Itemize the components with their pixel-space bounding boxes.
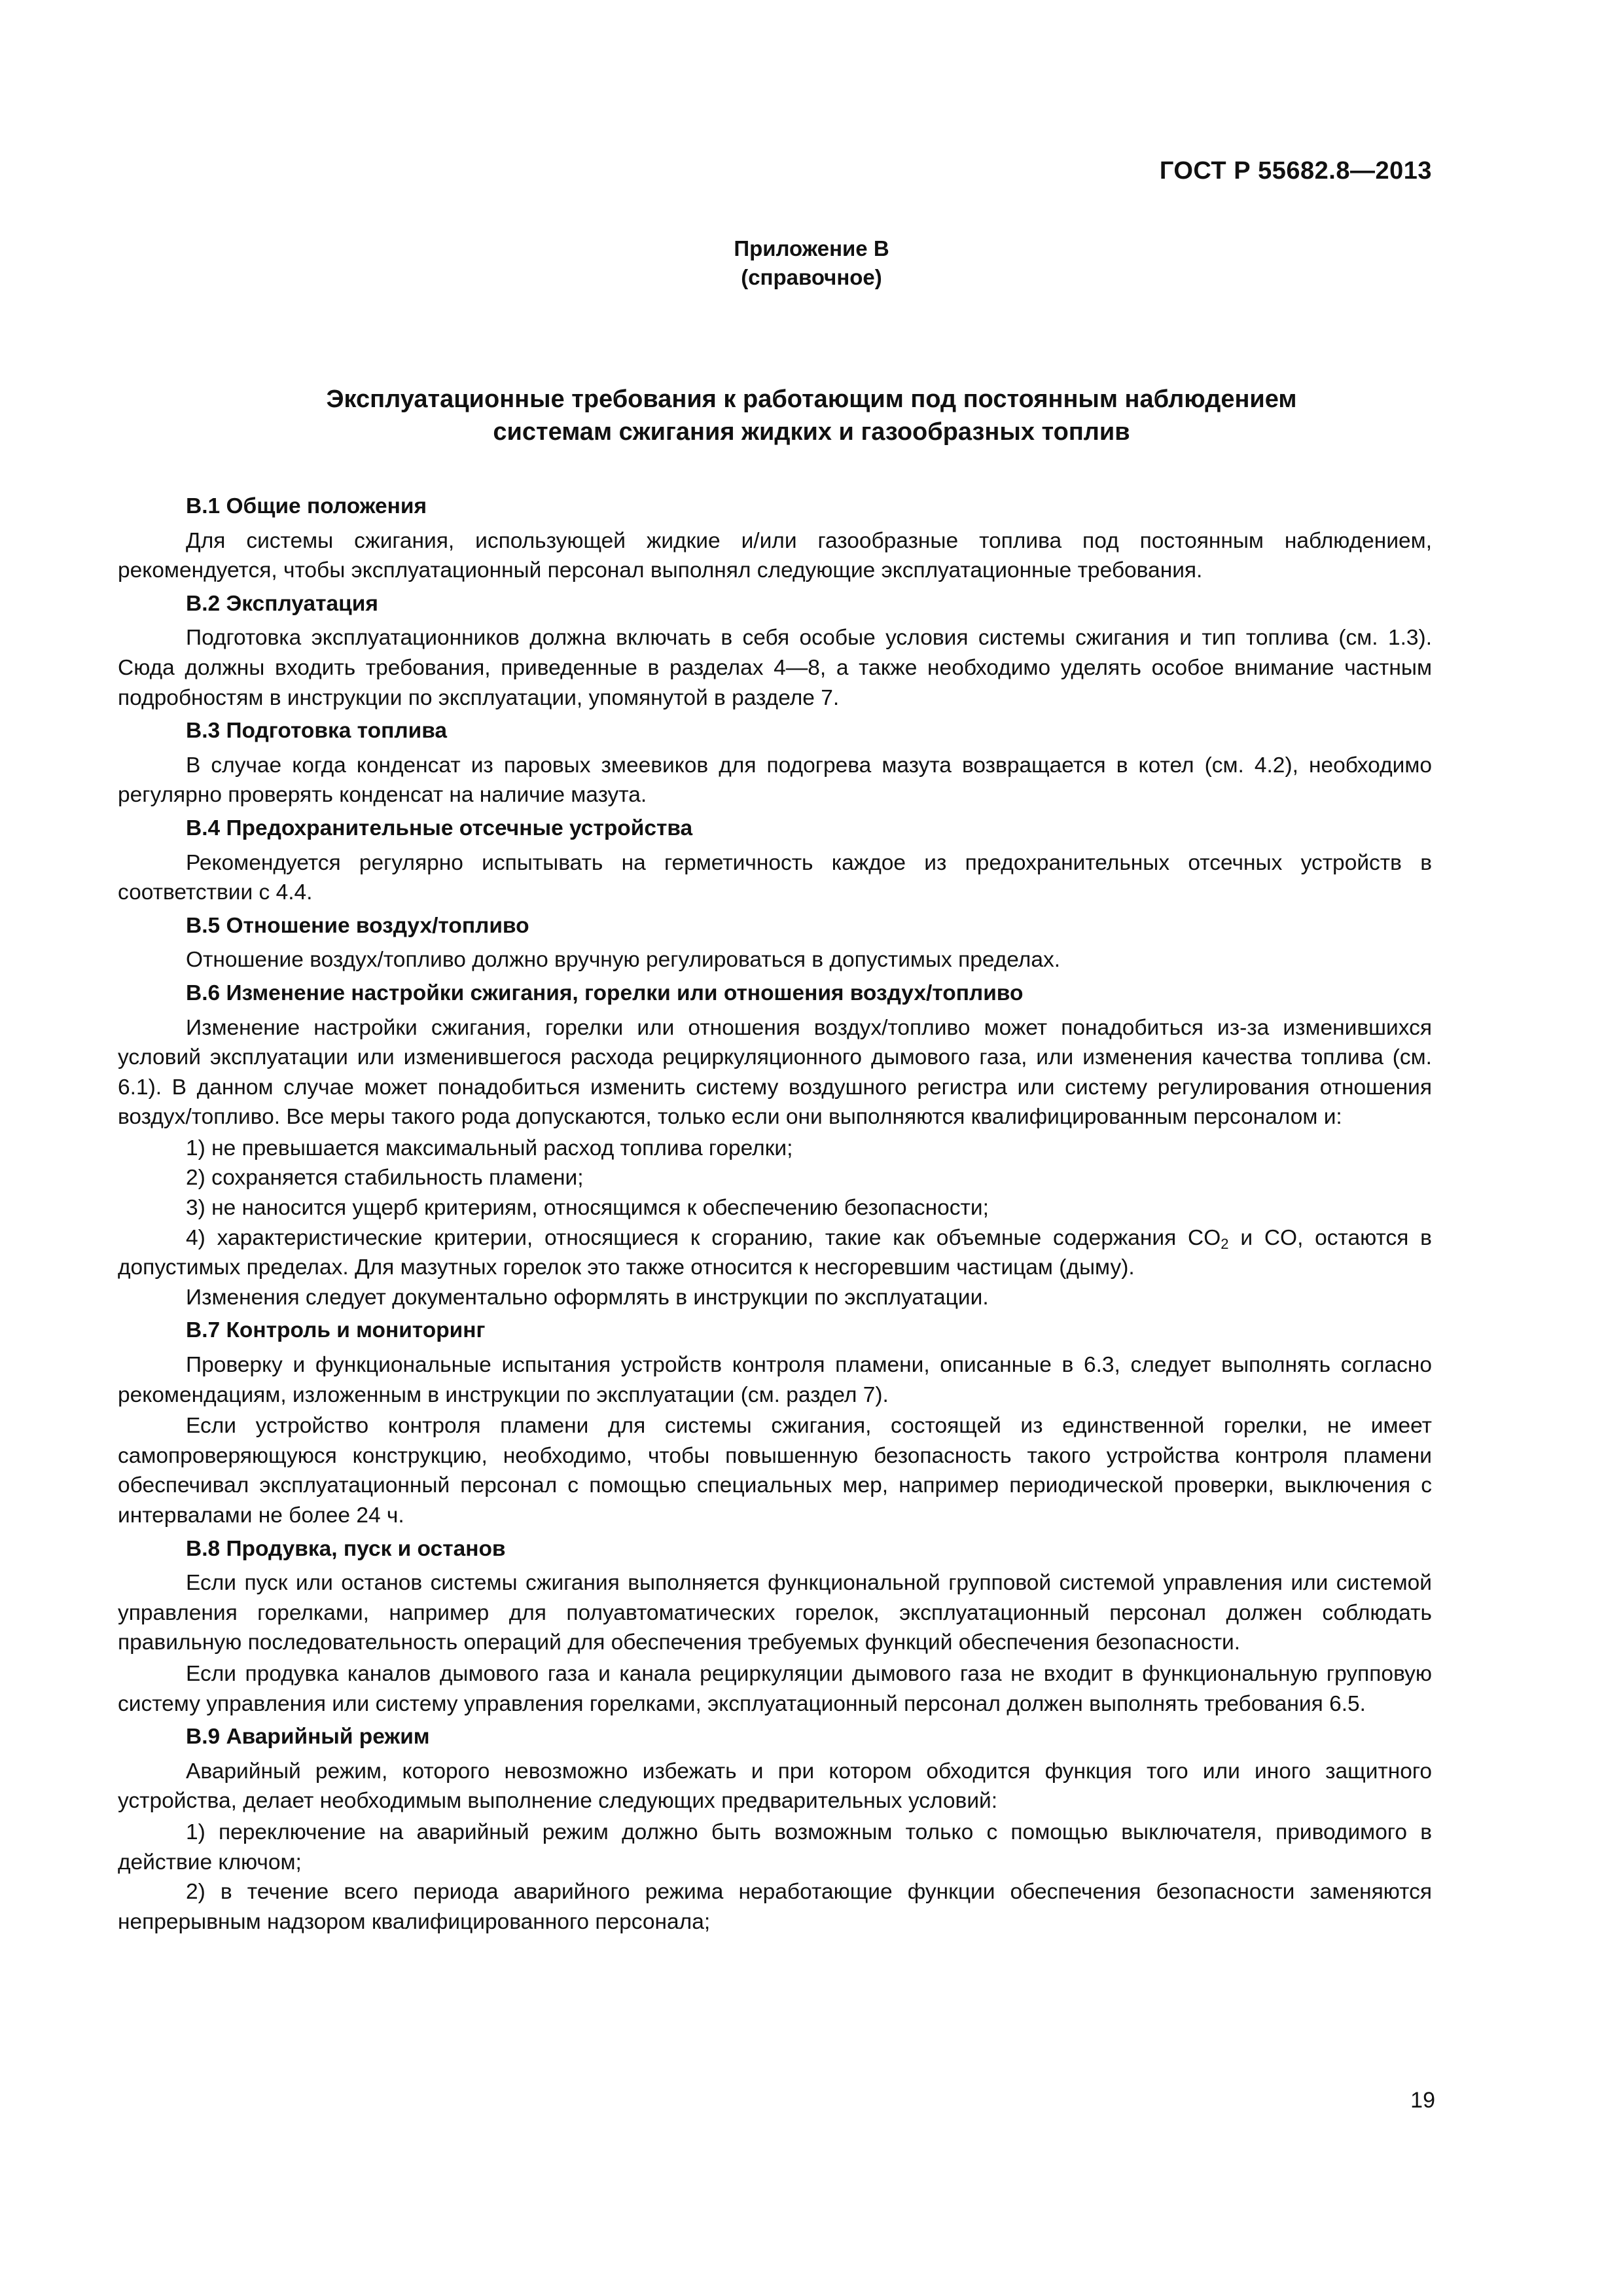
section-heading-b2: В.2 Эксплуатация [186,591,378,616]
title-line-2: системам сжигания жидких и газообразных топлив [493,418,1130,446]
list-item [118,1223,1432,1283]
document-title [0,383,1623,448]
page-number: 19 [1410,2088,1435,2113]
paragraph: Для системы сжигания, использующей жидкие и/или газообразные топлива под постоянным наблюдением, рекомендуется, чтобы эксплуатационный персонал выполнял следующие эксплуатационные требования. [118,528,1432,583]
section-heading-b4: В.4 Предохранительные отсечные устройства [186,816,693,840]
list-item: 1) переключение на аварийный режим должно быть возможным только с помощью выключателя, приводимого в действие ключом; [118,1820,1432,1874]
paragraph: Проверку и функциональные испытания устройств контроля пламени, описанные в 6.3, следует выполнять согласно рекомендациям, изложенным в инструкции по эксплуатации (см. раздел 7). [118,1353,1432,1407]
paragraph: Если пуск или останов системы сжигания выполняется функциональной групповой системой управления или системой управления горелками, например для полуавтоматических горелок, эксплуатационный персонал должен соблюдать правильную последовательность операций для обеспечения требуемых функций обеспечения безопасности. [118,1571,1432,1655]
list-item: 2) в течение всего периода аварийного режима неработающие функции обеспечения безопасности заменяются непрерывным надзором квалифицированного персонала; [118,1880,1432,1934]
list-item: 2) сохраняется стабильность пламени; [186,1166,584,1191]
paragraph: Если устройство контроля пламени для системы сжигания, состоящей из единственной горелки, не имеет самопроверяющуюся конструкцию, необходимо, чтобы повышенную безопасность такого устройства контроля пламени обеспечивал эксплуатационный персонал с помощью специальных мер, например периодической проверки, выключения с интервалами не более 24 ч. [118,1414,1432,1528]
list-item: 1) не превышается максимальный расход топлива горелки; [186,1136,793,1160]
list-item-text: 4) характеристические критерии, относящиеся к сгоранию, такие как объемные содержания CO [186,1225,1221,1250]
paragraph: Рекомендуется регулярно испытывать на герметичность каждое из предохранительных отсечных устройств в соответствии с 4.4. [118,850,1432,905]
paragraph: Подготовка эксплуатационников должна включать в себя особые условия системы сжигания и тип топлива (см. 1.3). Сюда должны входить требования, приведенные в разделах 4—8, а также необходимо уделять особое внимание частным подробностям в инструкции по эксплуатации, упомянутой в разделе 7. [118,626,1432,710]
document-body [118,488,1432,1937]
list-item-text: и CO, остаются в допустимых пределах. Для мазутных горелок это также относится к несгоревшим частицам (дыму). [118,1225,1432,1280]
title-line-1: Эксплуатационные требования к работающим под постоянным наблюдением [326,386,1297,413]
section-heading-b5: В.5 Отношение воздух/топливо [186,913,529,938]
annex-label: Приложение В [734,236,889,260]
paragraph: Отношение воздух/топливо должно вручную регулироваться в допустимых пределах. [186,948,1061,973]
paragraph: Аварийный режим, которого невозможно избежать и при котором обходится функция того или иного защитного устройства, делает необходимым выполнение следующих предварительных условий: [118,1759,1432,1814]
section-heading-b9: В.9 Аварийный режим [186,1725,430,1749]
annex-type: (справочное) [741,265,882,289]
paragraph: Изменения следует документально оформлять в инструкции по эксплуатации. [186,1285,989,1310]
section-heading-b3: В.3 Подготовка топлива [186,719,447,744]
annex-heading [0,234,1623,292]
section-heading-b8: В.8 Продувка, пуск и останов [186,1536,506,1561]
section-heading-b7: В.7 Контроль и мониторинг [186,1318,486,1343]
section-heading-b1: В.1 Общие положения [186,494,427,518]
paragraph: В случае когда конденсат из паровых змеевиков для подогрева мазута возвращается в котел (см. 4.2), необходимо регулярно проверять конденсат на наличие мазута. [118,753,1432,808]
section-heading-b6: В.6 Изменение настройки сжигания, горелки или отношения воздух/топливо [186,980,1024,1005]
subscript: 2 [1221,1235,1229,1252]
list-item: 3) не наносится ущерб критериям, относящимся к обеспечению безопасности; [186,1196,989,1221]
standard-code: ГОСТ Р 55682.8—2013 [1159,157,1432,185]
paragraph: Если продувка каналов дымового газа и канала рециркуляции дымового газа не входит в функциональную групповую систему управления или систему управления горелками, эксплуатационный персонал должен выполнять требования 6.5. [118,1661,1432,1716]
paragraph: Изменение настройки сжигания, горелки или отношения воздух/топливо может понадобиться из-за изменившихся условий эксплуатации или изменившегося расхода рециркуляционного дымового газа, или изменения качества топлива (см. 6.1). В данном случае может понадобиться изменить систему воздушного регистра или систему регулирования отношения воздух/топливо. Все меры такого рода допускаются, только если они выполняются квалифицированным персоналом и: [118,1015,1432,1130]
